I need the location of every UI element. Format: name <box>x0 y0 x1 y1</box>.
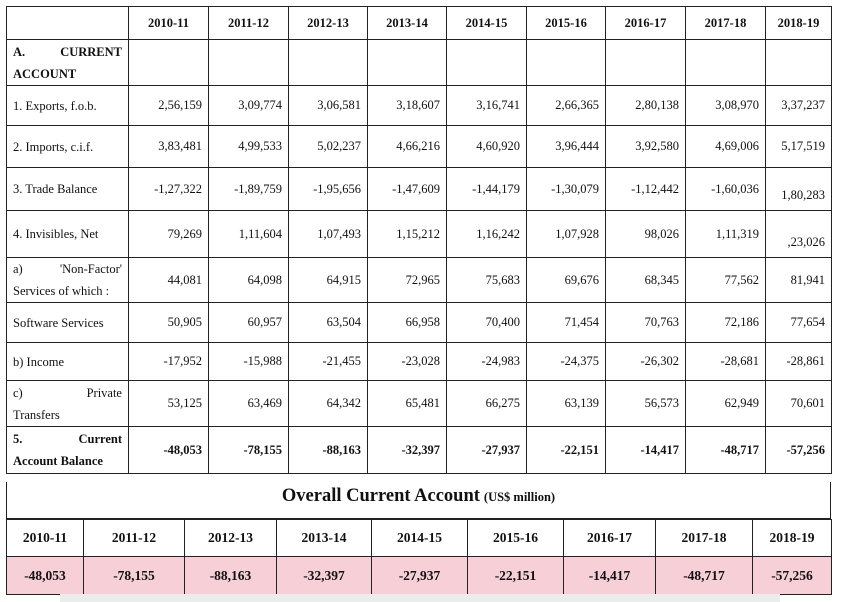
empty-cell <box>129 40 209 86</box>
value-cell: 4,99,533 <box>209 126 289 168</box>
table-row-income <box>7 343 832 381</box>
value-cell: 72,965 <box>368 258 447 303</box>
table-row-imports <box>7 126 832 168</box>
year-header: 2017-18 <box>686 7 766 40</box>
value-cell: 1,11,604 <box>209 211 289 258</box>
value-cell: 3,06,581 <box>289 86 368 126</box>
year-header: 2012-13 <box>289 7 368 40</box>
table-row-current-account-balance <box>7 427 832 474</box>
value-cell: 3,16,741 <box>447 86 527 126</box>
section-a-label <box>7 40 129 86</box>
value-cell: -14,417 <box>606 427 686 474</box>
empty-cell <box>209 40 289 86</box>
summary-year-row <box>7 520 832 557</box>
row-label: 2. Imports, c.i.f. <box>7 126 129 168</box>
value-cell: 71,454 <box>527 303 606 343</box>
value-cell: 5,17,519 <box>766 126 832 168</box>
value-cell: -26,302 <box>606 343 686 381</box>
row-label-part: Current <box>78 432 122 446</box>
value-cell: 79,269 <box>129 211 209 258</box>
value-cell: 4,66,216 <box>368 126 447 168</box>
row-label-part: 'Non-Factor' <box>59 262 122 276</box>
row-label-part: Transfers <box>13 407 60 422</box>
value-cell: 70,400 <box>447 303 527 343</box>
scroll-shadow <box>60 594 780 602</box>
year-header: 2011-12 <box>209 7 289 40</box>
table-row-invisibles <box>7 211 832 258</box>
value-cell: 3,08,970 <box>686 86 766 126</box>
table-row-non-factor <box>7 258 832 303</box>
summary-unit-text: (US$ million) <box>483 490 556 504</box>
value-cell: -15,988 <box>209 343 289 381</box>
value-cell: -1,12,442 <box>606 168 686 211</box>
current-account-table <box>6 6 832 474</box>
value-cell: 1,16,242 <box>447 211 527 258</box>
empty-cell <box>686 40 766 86</box>
value-cell: 1,07,493 <box>289 211 368 258</box>
value-cell: 98,026 <box>606 211 686 258</box>
year-header: 2014-15 <box>447 7 527 40</box>
summary-value: -32,397 <box>277 557 372 595</box>
value-cell: 60,957 <box>209 303 289 343</box>
row-label-part: Private <box>86 385 122 400</box>
value-cell: -1,89,759 <box>209 168 289 211</box>
row-label <box>7 381 129 427</box>
section-word: ACCOUNT <box>13 66 77 81</box>
value-cell: 62,949 <box>686 381 766 427</box>
summary-year: 2015-16 <box>468 520 564 557</box>
value-cell: 44,081 <box>129 258 209 303</box>
table-row-private-transfers <box>7 381 832 427</box>
empty-cell <box>447 40 527 86</box>
value-cell: 72,186 <box>686 303 766 343</box>
value-cell: -1,95,656 <box>289 168 368 211</box>
value-cell: -24,375 <box>527 343 606 381</box>
value-cell: -48,717 <box>686 427 766 474</box>
summary-title-text: Overall Current Account <box>281 486 480 506</box>
value-cell: -48,053 <box>129 427 209 474</box>
value-cell: 3,18,607 <box>368 86 447 126</box>
value-cell: 56,573 <box>606 381 686 427</box>
value-cell: -1,60,036 <box>686 168 766 211</box>
summary-table <box>6 519 832 595</box>
value-cell: 3,37,237 <box>766 86 832 126</box>
year-header: 2015-16 <box>527 7 606 40</box>
value-cell: 1,07,928 <box>527 211 606 258</box>
summary-year: 2012-13 <box>185 520 277 557</box>
value-cell: 64,342 <box>289 381 368 427</box>
value-cell: 50,905 <box>129 303 209 343</box>
empty-cell <box>766 40 832 86</box>
value-cell: 2,80,138 <box>606 86 686 126</box>
value-cell: 70,763 <box>606 303 686 343</box>
summary-value: -57,256 <box>753 557 832 595</box>
value-cell: 3,92,580 <box>606 126 686 168</box>
row-label-line <box>13 428 122 450</box>
row-label: Software Services <box>7 303 129 343</box>
value-cell: 64,915 <box>289 258 368 303</box>
row-label <box>7 258 129 303</box>
row-label-part: Account Balance <box>13 454 103 468</box>
header-row <box>7 7 832 40</box>
value-cell: 65,481 <box>368 381 447 427</box>
empty-cell <box>606 40 686 86</box>
row-label: 3. Trade Balance <box>7 168 129 211</box>
row-label-part: Services of which : <box>13 284 110 298</box>
empty-cell <box>368 40 447 86</box>
value-cell: 77,654 <box>766 303 832 343</box>
row-label: 4. Invisibles, Net <box>7 211 129 258</box>
summary-value: -78,155 <box>84 557 185 595</box>
value-cell: 3,09,774 <box>209 86 289 126</box>
corner-cell <box>7 7 129 40</box>
summary-value: -27,937 <box>372 557 468 595</box>
value-cell: -1,30,079 <box>527 168 606 211</box>
value-cell: -17,952 <box>129 343 209 381</box>
summary-year: 2017-18 <box>656 520 753 557</box>
value-cell: 63,469 <box>209 381 289 427</box>
value-cell: 3,96,444 <box>527 126 606 168</box>
table-row-trade-balance <box>7 168 832 211</box>
value-cell: 3,83,481 <box>129 126 209 168</box>
value-cell: 70,601 <box>766 381 832 427</box>
value-cell: 53,125 <box>129 381 209 427</box>
value-cell: 1,11,319 <box>686 211 766 258</box>
section-letter: A. <box>13 44 26 59</box>
table-row-exports <box>7 86 832 126</box>
summary-year: 2016-17 <box>564 520 656 557</box>
value-cell: -57,256 <box>766 427 832 474</box>
row-label-line <box>13 382 122 404</box>
value-cell: 4,60,920 <box>447 126 527 168</box>
row-label-line <box>13 258 122 280</box>
value-cell: 77,562 <box>686 258 766 303</box>
value-cell: 66,275 <box>447 381 527 427</box>
value-cell: 1,80,283 <box>766 168 832 211</box>
value-cell: 2,56,159 <box>129 86 209 126</box>
value-cell: -28,861 <box>766 343 832 381</box>
table-row-software <box>7 303 832 343</box>
section-word: CURRENT <box>60 44 122 59</box>
empty-cell <box>527 40 606 86</box>
value-cell: -21,455 <box>289 343 368 381</box>
value-cell: 66,958 <box>368 303 447 343</box>
row-label: 1. Exports, f.o.b. <box>7 86 129 126</box>
summary-year: 2010-11 <box>7 520 84 557</box>
value-cell: 63,139 <box>527 381 606 427</box>
summary-year: 2018-19 <box>753 520 832 557</box>
value-cell: -1,27,322 <box>129 168 209 211</box>
summary-value-row <box>7 557 832 595</box>
value-cell: -32,397 <box>368 427 447 474</box>
section-a-row <box>7 40 832 86</box>
value-cell: -1,44,179 <box>447 168 527 211</box>
value-cell: 68,345 <box>606 258 686 303</box>
value-cell: 2,66,365 <box>527 86 606 126</box>
summary-year: 2014-15 <box>372 520 468 557</box>
empty-cell <box>289 40 368 86</box>
summary-value: -48,053 <box>7 557 84 595</box>
value-cell: 69,676 <box>527 258 606 303</box>
value-cell: -1,47,609 <box>368 168 447 211</box>
row-label-part: a) <box>13 262 23 276</box>
row-label <box>7 427 129 474</box>
value-cell: -22,151 <box>527 427 606 474</box>
value-cell: 75,683 <box>447 258 527 303</box>
year-header: 2018-19 <box>766 7 832 40</box>
summary-year: 2011-12 <box>84 520 185 557</box>
value-cell: 1,15,212 <box>368 211 447 258</box>
summary-value: -88,163 <box>185 557 277 595</box>
value-cell: ,23,026 <box>766 211 832 258</box>
value-cell: -23,028 <box>368 343 447 381</box>
row-label-part: 5. <box>13 432 23 446</box>
row-label: b) Income <box>7 343 129 381</box>
year-header: 2016-17 <box>606 7 686 40</box>
summary-value: -14,417 <box>564 557 656 595</box>
value-cell: -24,983 <box>447 343 527 381</box>
value-cell: -27,937 <box>447 427 527 474</box>
value-cell: 81,941 <box>766 258 832 303</box>
summary-title <box>6 482 831 519</box>
summary-year: 2013-14 <box>277 520 372 557</box>
year-header: 2013-14 <box>368 7 447 40</box>
value-cell: 5,02,237 <box>289 126 368 168</box>
summary-value: -22,151 <box>468 557 564 595</box>
year-header: 2010-11 <box>129 7 209 40</box>
value-cell: 4,69,006 <box>686 126 766 168</box>
row-label-part: c) <box>13 385 23 400</box>
value-cell: 64,098 <box>209 258 289 303</box>
summary-value: -48,717 <box>656 557 753 595</box>
value-cell: -78,155 <box>209 427 289 474</box>
value-cell: -28,681 <box>686 343 766 381</box>
value-cell: 63,504 <box>289 303 368 343</box>
value-cell: -88,163 <box>289 427 368 474</box>
